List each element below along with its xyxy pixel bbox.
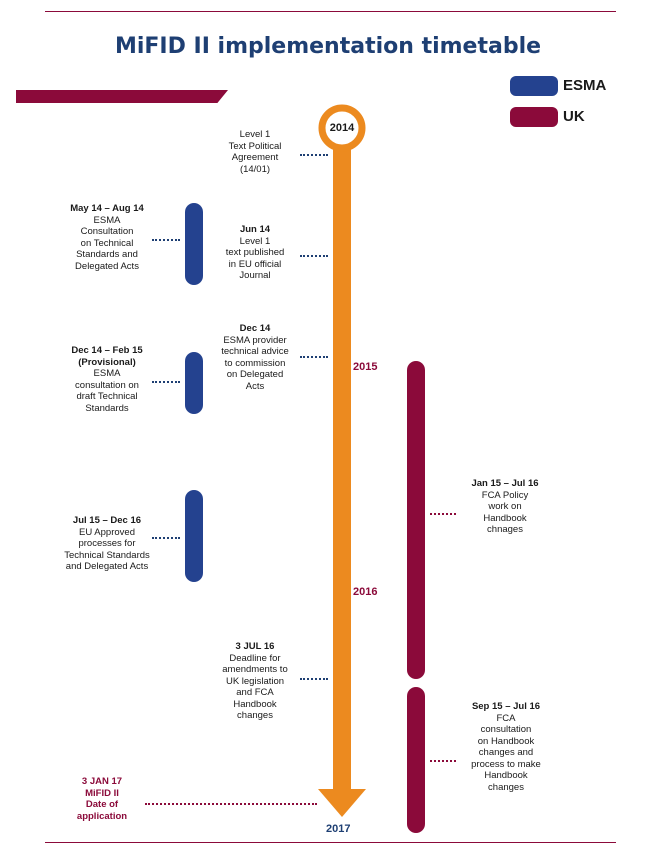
milestone-level1-published: Jun 14 Level 1 text published in EU official Journal (225, 224, 285, 281)
connector-dots (430, 760, 456, 762)
title-banner (16, 90, 228, 103)
connector-dots (152, 239, 180, 241)
connector-dots (300, 678, 328, 680)
uk-item-policy-work: Jan 15 – Jul 16 FCA Policy work on Handbook chnages (471, 478, 539, 535)
esma-item-draft-standards: Dec 14 – Feb 15 (Provisional) ESMA consultation on draft Technical Standards (71, 345, 143, 414)
timeline-axis (300, 95, 390, 830)
connector-dots (152, 381, 180, 383)
esma-item-eu-approved: Jul 15 – Dec 16 EU Approved processes for Technical Standards and Delegated Acts (64, 515, 150, 572)
milestone-level1-agreement: Level 1 Text Political Agreement (14/01) (228, 129, 282, 175)
bottom-rule (45, 842, 616, 843)
legend-swatch-uk (510, 107, 558, 127)
page-title: MiFID II implementation timetable (114, 34, 542, 59)
timeline-shaft (333, 140, 351, 790)
connector-dots (145, 803, 317, 805)
timeline-arrowhead (318, 789, 366, 817)
year-label-2016: 2016 (353, 586, 378, 598)
legend-swatch-esma (510, 76, 558, 96)
connector-dots (300, 255, 328, 257)
esma-bar (185, 203, 203, 285)
uk-item-fca-consultation: Sep 15 – Jul 16 FCA consultation on Handbook changes and process to make Handbook changes (471, 701, 541, 793)
milestone-date-of-application: 3 JAN 17 MiFID II Date of application (76, 776, 128, 822)
legend-label-esma: ESMA (563, 77, 607, 94)
connector-dots (152, 537, 180, 539)
esma-item-consultation: May 14 – Aug 14 ESMA Consultation on Technical Standards and Delegated Acts (70, 203, 144, 272)
connector-dots (430, 513, 456, 515)
top-rule (45, 11, 616, 12)
year-label-2015: 2015 (353, 361, 378, 373)
milestone-uk-deadline: 3 JUL 16 Deadline for amendments to UK legislation and FCA Handbook changes (222, 641, 288, 721)
year-label-2014: 2014 (329, 122, 355, 134)
connector-dots (300, 356, 328, 358)
esma-bar (185, 352, 203, 414)
esma-bar (185, 490, 203, 582)
year-label-2017: 2017 (326, 823, 351, 835)
milestone-esma-advice: Dec 14 ESMA provider technical advice to commission on Delegated Acts (221, 323, 289, 392)
uk-bar (407, 361, 425, 679)
connector-dots (300, 154, 328, 156)
uk-bar (407, 687, 425, 833)
legend-label-uk: UK (563, 108, 585, 125)
